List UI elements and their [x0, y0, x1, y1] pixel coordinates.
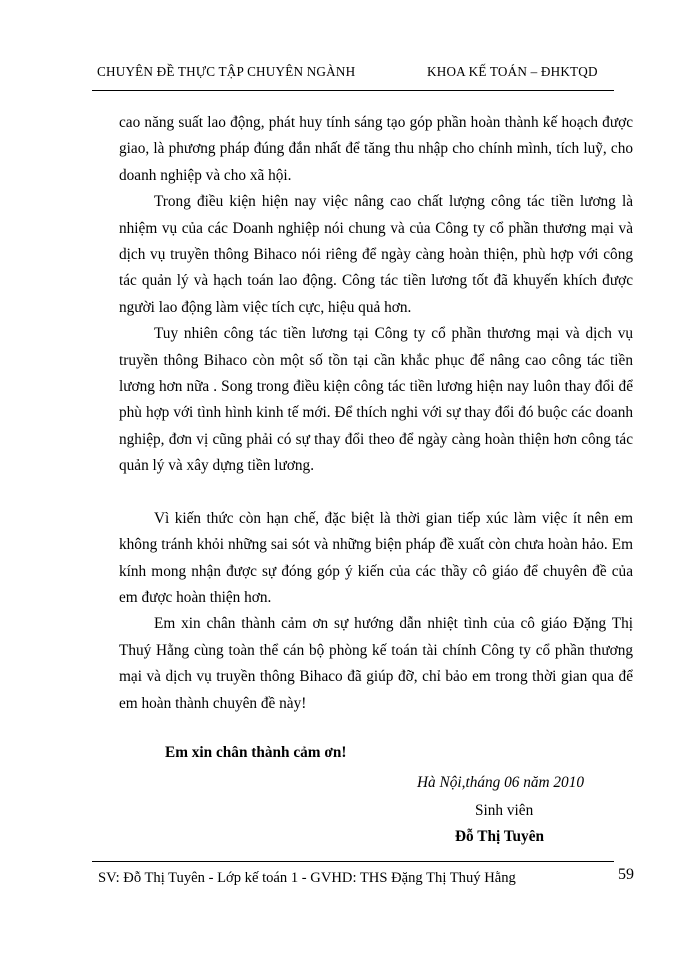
header-rule — [92, 90, 614, 91]
paragraph-2: Trong điều kiện hiện nay việc nâng cao chất lượng công tác tiền lương là nhiệm vụ của các Doanh nghiệp nói chung và của Công ty cổ phần thương mại và dịch vụ truyền thông Bihaco nói riêng để ngày càng hoàn thiện, phù hợp với công tác quản lý và hạch toán lao động. Công tác tiền lương tốt đã khuyến khích được người lao động làm việc tích cực, hiệu quả hơn. — [119, 193, 633, 316]
page-footer: SV: Đỗ Thị Tuyên - Lớp kế toán 1 - GVHD: THS Đặng Thị Thuý Hằng — [98, 870, 516, 886]
closing-date: Hà Nội,tháng 06 năm 2010 — [417, 774, 584, 791]
paragraph-3: Tuy nhiên công tác tiền lương tại Công ty cổ phần thương mại và dịch vụ truyền thông Bihaco còn một số tồn tại cần khắc phục để nâng cao công tác tiền lương hơn nữa . Song trong điều kiện công tác tiền lương hiện nay luôn thay đổi để phù hợp với tình hình kinh tế mới. Để thích nghi với sự thay đổi đó buộc các doanh nghiệp, đơn vị cũng phải có sự thay đổi theo để ngày càng hoàn thiện hơn công tác quản lý và xây dựng tiền lương. — [119, 325, 633, 475]
closing-thanks: Em xin chân thành cảm ơn! — [165, 744, 347, 761]
body-text — [119, 110, 633, 717]
header-left: CHUYÊN ĐỀ THỰC TẬP CHUYÊN NGÀNH — [97, 64, 356, 79]
footer-rule — [92, 861, 614, 862]
closing-role: Sinh viên — [475, 802, 534, 819]
paragraph-1: cao năng suất lao động, phát huy tính sáng tạo góp phần hoàn thành kế hoạch được giao, là phương pháp đúng đắn nhất để tăng thu nhập cho chính mình, tích luỹ, cho doanh nghiệp và cho xã hội. — [119, 114, 633, 184]
paragraph-4: Vì kiến thức còn hạn chế, đặc biệt là thời gian tiếp xúc làm việc ít nên em không tránh khỏi những sai sót và những biện pháp đề xuất còn chưa hoàn hảo. Em kính mong nhận được sự đóng góp ý kiến của các thầy cô giáo để chuyên đề của em được hoàn thiện hơn. — [119, 509, 633, 606]
page-number: 59 — [618, 866, 634, 883]
paragraph-5: Em xin chân thành cảm ơn sự hướng dẫn nhiệt tình của cô giáo Đặng Thị Thuý Hằng cùng toàn thể cán bộ phòng kế toán tài chính Công ty cổ phần thương mại và dịch vụ truyền thông Bihaco đã giúp đỡ, chỉ bảo em trong thời gian qua để em hoàn thành chuyên đề này! — [119, 615, 633, 712]
signature-name: Đỗ Thị Tuyên — [455, 828, 545, 845]
header-right: KHOA KẾ TOÁN – ĐHKTQD — [427, 64, 598, 79]
